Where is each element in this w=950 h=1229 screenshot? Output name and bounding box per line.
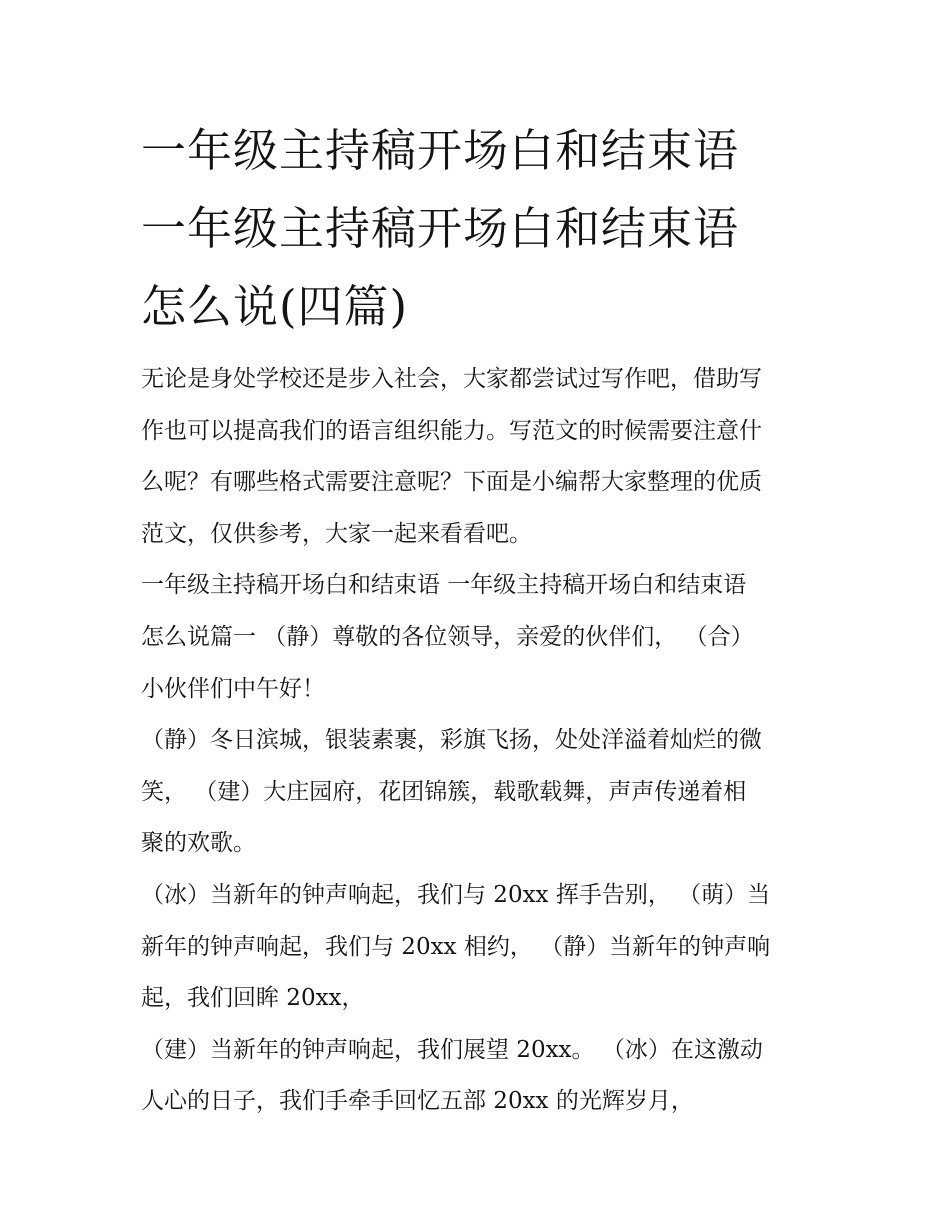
text-line: 一年级主持稿开场白和结束语 一年级主持稿开场白和结束语 bbox=[141, 572, 747, 599]
text-line: 怎么说篇一 （静）尊敬的各位领导，亲爱的伙伴们， （合） bbox=[141, 623, 754, 650]
paragraph-intro bbox=[141, 354, 831, 560]
text-line: 么呢？有哪些格式需要注意呢？下面是小编帮大家整理的优质 bbox=[141, 469, 762, 496]
text-line: 人心的日子，我们手牵手回忆五部 20xx 的光辉岁月， bbox=[141, 1088, 694, 1115]
text-line: （静）冬日滨城，银装素裹，彩旗飞扬，处处洋溢着灿烂的微 bbox=[141, 727, 762, 754]
text-line: 聚的欢歌。 bbox=[141, 830, 256, 857]
text-line: （建）当新年的钟声响起，我们展望 20xx。 （冰）在这激动 bbox=[141, 1036, 763, 1063]
title-line: 怎么说(四篇) bbox=[141, 280, 409, 333]
paragraph-greeting bbox=[141, 560, 831, 715]
document-body bbox=[141, 354, 831, 1128]
text-line: （冰）当新年的钟声响起，我们与 20xx 挥手告别， （萌）当 bbox=[141, 881, 771, 908]
text-line: 起，我们回眸 20xx， bbox=[141, 985, 365, 1012]
text-line: 笑， （建）大庄园府，花团锦簇，载歌载舞，声声传递着相 bbox=[141, 778, 747, 805]
paragraph-new-year bbox=[141, 870, 831, 1025]
title-line: 一年级主持稿开场白和结束语 bbox=[141, 124, 740, 177]
text-line: 范文，仅供参考，大家一起来看看吧。 bbox=[141, 520, 532, 547]
title-line: 一年级主持稿开场白和结束语 bbox=[141, 202, 740, 255]
paragraph-scene bbox=[141, 715, 831, 870]
text-line: 新年的钟声响起，我们与 20xx 相约， （静）当新年的钟声响 bbox=[141, 933, 771, 960]
paragraph-outlook bbox=[141, 1025, 831, 1128]
document-title bbox=[141, 112, 831, 346]
text-line: 作也可以提高我们的语言组织能力。写范文的时候需要注意什 bbox=[141, 417, 762, 444]
text-line: 小伙伴们中午好！ bbox=[141, 675, 325, 702]
text-line: 无论是身处学校还是步入社会，大家都尝试过写作吧，借助写 bbox=[141, 366, 762, 392]
